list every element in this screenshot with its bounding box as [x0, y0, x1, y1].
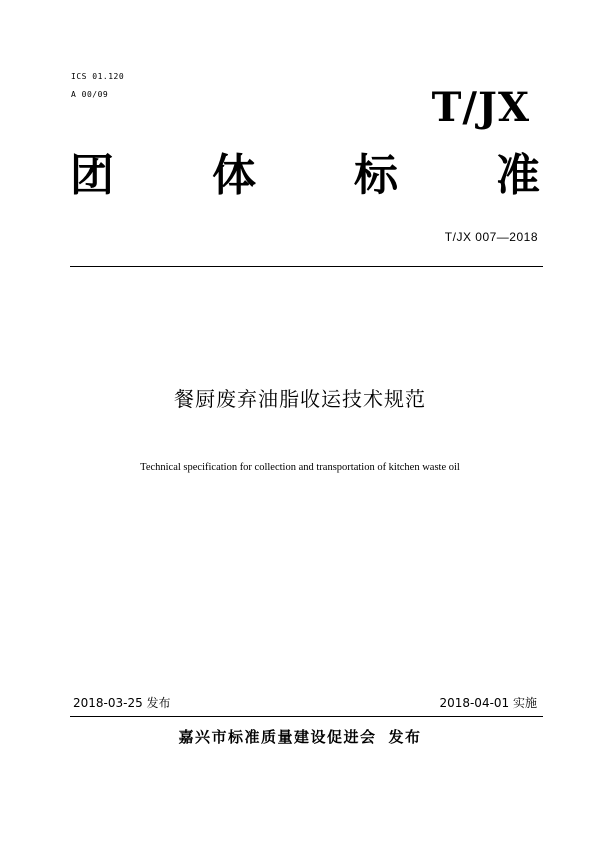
publisher-action: 发布 [388, 728, 422, 746]
ics-code: ICS 01.120 [71, 72, 125, 81]
publish-date: 2018-03-25 发布 [73, 696, 171, 710]
publisher-name: 嘉兴市标准质量建设促进会 [178, 728, 377, 746]
standard-type-char: 团 [70, 150, 114, 201]
top-divider [70, 266, 543, 267]
document-title-english: Technical specification for collection and transportation of kitchen waste oil [140, 462, 460, 473]
publisher-line [0, 726, 600, 747]
standard-type-char: 准 [496, 150, 540, 201]
standard-type-char: 标 [354, 150, 398, 201]
standard-number: T/JX 007—2018 [444, 230, 538, 244]
standard-type-char: 体 [212, 150, 256, 201]
standard-type-heading [70, 150, 540, 202]
document-title: 餐厨废弃油脂收运技术规范 [174, 387, 426, 411]
bottom-divider [70, 716, 543, 717]
ccs-code: A 00/09 [71, 90, 109, 99]
standard-mark: T/JX [431, 84, 530, 131]
implementation-date: 2018-04-01 实施 [439, 696, 537, 710]
